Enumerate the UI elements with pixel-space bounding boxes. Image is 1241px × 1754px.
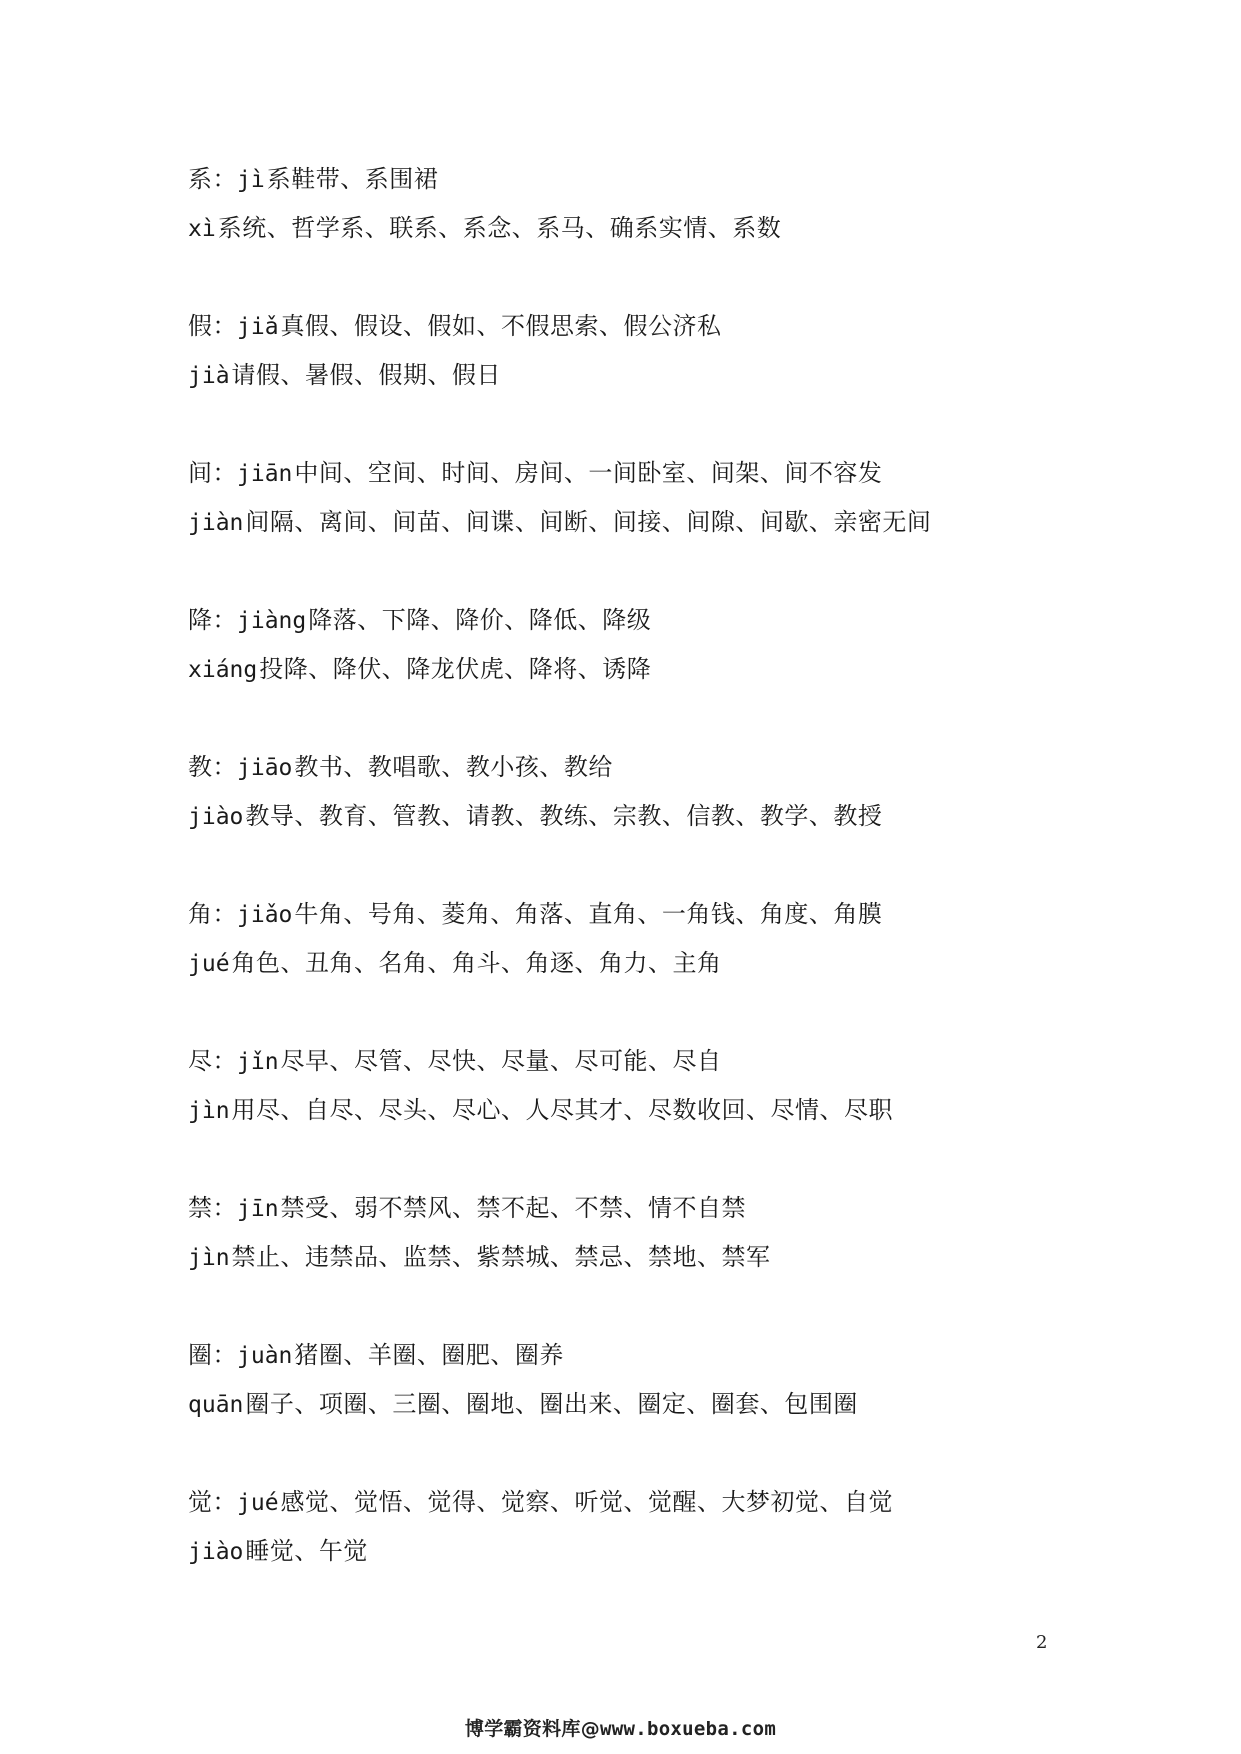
entry-juan-quan xyxy=(188,1331,1088,1478)
colon: ： xyxy=(212,165,237,193)
example-words: 系鞋带、系围裙 xyxy=(266,165,439,193)
example-words: 角色、丑角、名角、角斗、角逐、角力、主角 xyxy=(231,949,722,977)
example-words: 间隔、离间、间苗、间谍、间断、间接、间隙、间歇、亲密无间 xyxy=(245,508,932,536)
example-words: 教导、教育、管教、请教、教练、宗教、信教、教学、教授 xyxy=(245,802,883,830)
example-words: 禁止、违禁品、监禁、紫禁城、禁忌、禁地、禁军 xyxy=(231,1243,771,1271)
reading-line xyxy=(188,1086,1088,1135)
colon: ： xyxy=(212,312,237,340)
reading-line xyxy=(188,1184,1088,1233)
head-character: 禁 xyxy=(188,1194,213,1222)
example-words: 投降、降伏、降龙伏虎、降将、诱降 xyxy=(259,655,652,683)
reading-line xyxy=(188,449,1088,498)
reading-line xyxy=(188,890,1088,939)
reading-line xyxy=(188,1478,1088,1527)
entry-jiao-teach xyxy=(188,743,1088,890)
example-words: 降落、下降、降价、降低、降级 xyxy=(308,606,652,634)
example-words: 牛角、号角、菱角、角落、直角、一角钱、角度、角膜 xyxy=(294,900,883,928)
reading-line xyxy=(188,1233,1088,1282)
reading-line xyxy=(188,939,1088,988)
pinyin: jì xyxy=(237,167,265,193)
pinyin: jiǎ xyxy=(237,314,279,340)
pinyin: jué xyxy=(237,1490,279,1516)
reading-line xyxy=(188,1527,1088,1576)
pinyin: jiān xyxy=(237,461,293,487)
head-character: 圈 xyxy=(188,1341,213,1369)
colon: ： xyxy=(212,1488,237,1516)
pinyin: jià xyxy=(188,363,230,389)
entry-jiang xyxy=(188,596,1088,743)
pinyin: jīn xyxy=(237,1196,279,1222)
footer-prefix: 博学霸资料库@ xyxy=(464,1718,600,1740)
reading-line xyxy=(188,155,1088,204)
pinyin: jiào xyxy=(188,1539,244,1565)
entry-jiao-horn xyxy=(188,890,1088,1037)
head-character: 间 xyxy=(188,459,213,487)
entry-jin-exhaust xyxy=(188,1037,1088,1184)
reading-line xyxy=(188,1037,1088,1086)
example-words: 睡觉、午觉 xyxy=(245,1537,368,1565)
entry-jian xyxy=(188,449,1088,596)
pinyin: jìn xyxy=(188,1245,230,1271)
entry-xi xyxy=(188,155,1088,302)
example-words: 系统、哲学系、联系、系念、系马、确系实情、系数 xyxy=(217,214,782,242)
reading-line xyxy=(188,1331,1088,1380)
entry-jin-forbid xyxy=(188,1184,1088,1331)
colon: ： xyxy=(212,900,237,928)
entry-jue-jiao xyxy=(188,1478,1088,1625)
reading-line xyxy=(188,351,1088,400)
example-words: 禁受、弱不禁风、禁不起、不禁、情不自禁 xyxy=(280,1194,747,1222)
example-words: 圈子、项圈、三圈、圈地、圈出来、圈定、圈套、包围圈 xyxy=(245,1390,858,1418)
polyphonic-entries xyxy=(188,155,1088,1625)
footer-site: www.boxueba.com xyxy=(600,1718,777,1740)
pinyin: jiǎo xyxy=(237,902,293,928)
colon: ： xyxy=(212,1047,237,1075)
head-character: 降 xyxy=(188,606,213,634)
example-words: 真假、假设、假如、不假思索、假公济私 xyxy=(280,312,722,340)
pinyin: jìn xyxy=(188,1098,230,1124)
colon: ： xyxy=(212,1341,237,1369)
footer-watermark xyxy=(0,1714,1241,1741)
colon: ： xyxy=(212,606,237,634)
pinyin: jǐn xyxy=(237,1049,279,1075)
head-character: 教 xyxy=(188,753,213,781)
reading-line xyxy=(188,498,1088,547)
example-words: 请假、暑假、假期、假日 xyxy=(231,361,502,389)
pinyin: jué xyxy=(188,951,230,977)
page-number: 2 xyxy=(1036,1632,1048,1653)
pinyin: juàn xyxy=(237,1343,293,1369)
example-words: 猪圈、羊圈、圈肥、圈养 xyxy=(294,1341,564,1369)
pinyin: jiàng xyxy=(237,608,307,634)
pinyin: xiáng xyxy=(188,657,258,683)
reading-line xyxy=(188,596,1088,645)
reading-line xyxy=(188,743,1088,792)
reading-line xyxy=(188,204,1088,253)
example-words: 尽早、尽管、尽快、尽量、尽可能、尽自 xyxy=(280,1047,722,1075)
head-character: 角 xyxy=(188,900,213,928)
entry-jia xyxy=(188,302,1088,449)
example-words: 用尽、自尽、尽头、尽心、人尽其才、尽数收回、尽情、尽职 xyxy=(231,1096,894,1124)
example-words: 中间、空间、时间、房间、一间卧室、间架、间不容发 xyxy=(294,459,883,487)
colon: ： xyxy=(212,1194,237,1222)
pinyin: jiāo xyxy=(237,755,293,781)
reading-line xyxy=(188,792,1088,841)
example-words: 教书、教唱歌、教小孩、教给 xyxy=(294,753,613,781)
example-words: 感觉、觉悟、觉得、觉察、听觉、觉醒、大梦初觉、自觉 xyxy=(280,1488,894,1516)
head-character: 尽 xyxy=(188,1047,213,1075)
reading-line xyxy=(188,645,1088,694)
pinyin: jiàn xyxy=(188,510,244,536)
head-character: 觉 xyxy=(188,1488,213,1516)
colon: ： xyxy=(212,459,237,487)
reading-line xyxy=(188,302,1088,351)
pinyin: quān xyxy=(188,1392,244,1418)
colon: ： xyxy=(212,753,237,781)
pinyin: xì xyxy=(188,216,216,242)
head-character: 假 xyxy=(188,312,213,340)
head-character: 系 xyxy=(188,165,213,193)
pinyin: jiào xyxy=(188,804,244,830)
reading-line xyxy=(188,1380,1088,1429)
